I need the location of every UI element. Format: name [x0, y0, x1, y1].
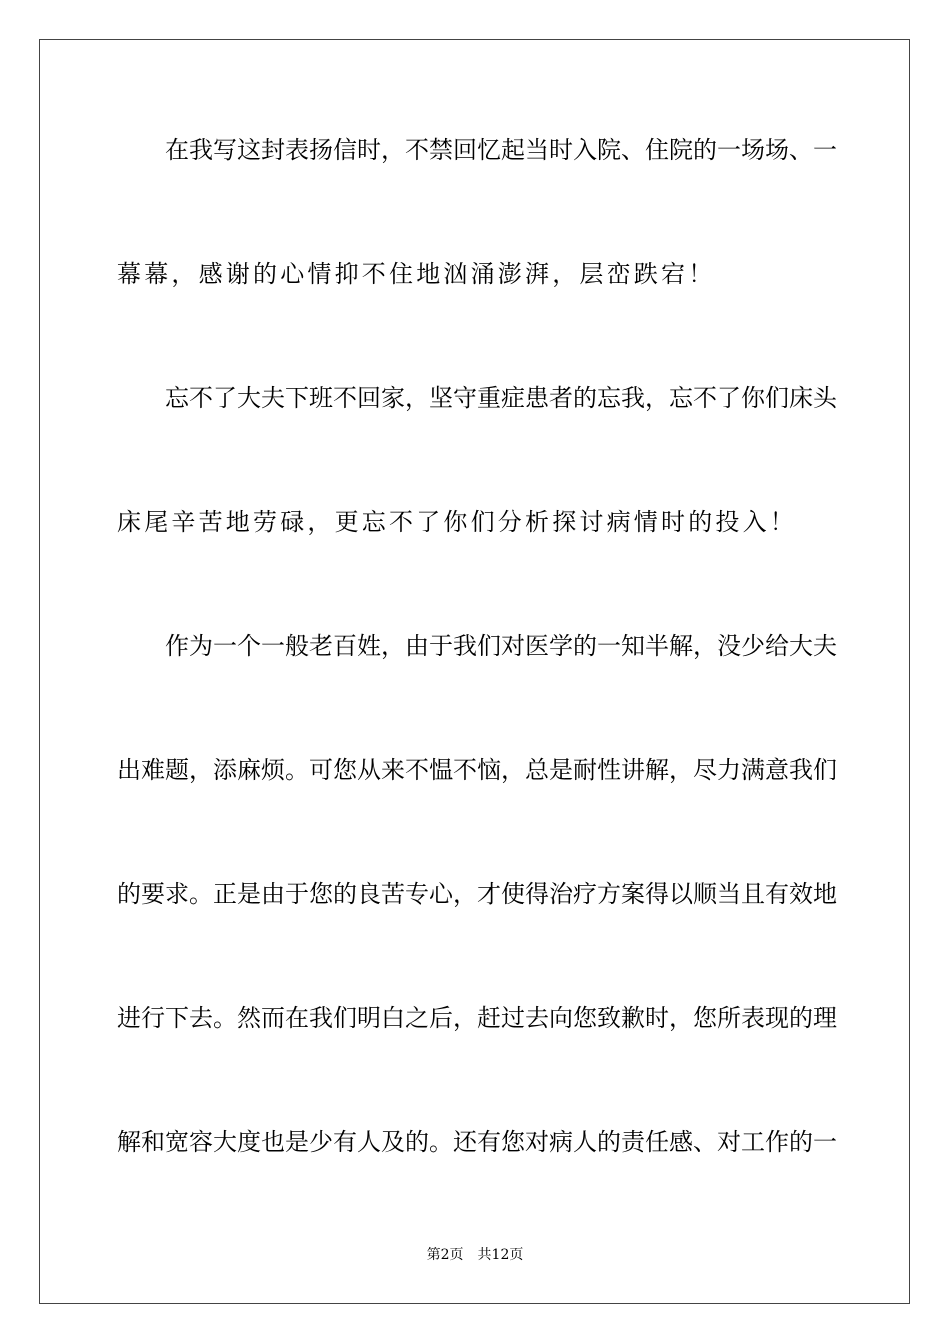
page-footer: [0, 1246, 950, 1264]
paragraph-2-line-2: 床尾辛苦地劳碌，更忘不了你们分析探讨病情时的投入！: [117, 508, 797, 536]
paragraph-3-line-5: 解和宽容大度也是少有人及的。还有您对病人的责任感、对工作的一: [117, 1128, 837, 1156]
paragraph-3-line-3: 的要求。正是由于您的良苦专心，才使得治疗方案得以顺当且有效地: [117, 880, 837, 908]
paragraph-1-line-1: 在我写这封表扬信时，不禁回忆起当时入院、住院的一场场、一: [165, 136, 837, 164]
paragraph-3-line-2: 出难题，添麻烦。可您从来不愠不恼，总是耐性讲解，尽力满意我们: [117, 756, 837, 784]
page-border: [39, 39, 910, 1304]
page-number: 第2页: [426, 1247, 464, 1263]
paragraph-2-line-1: 忘不了大夫下班不回家，坚守重症患者的忘我，忘不了你们床头: [165, 384, 837, 412]
paragraph-3-line-1: 作为一个一般老百姓，由于我们对医学的一知半解，没少给大夫: [165, 632, 837, 660]
paragraph-1-line-2: 幕幕，感谢的心情抑不住地汹涌澎湃，层峦跌宕！: [117, 260, 716, 288]
total-pages: 共12页: [477, 1247, 524, 1263]
paragraph-3-line-4: 进行下去。然而在我们明白之后，赶过去向您致歉时，您所表现的理: [117, 1004, 837, 1032]
